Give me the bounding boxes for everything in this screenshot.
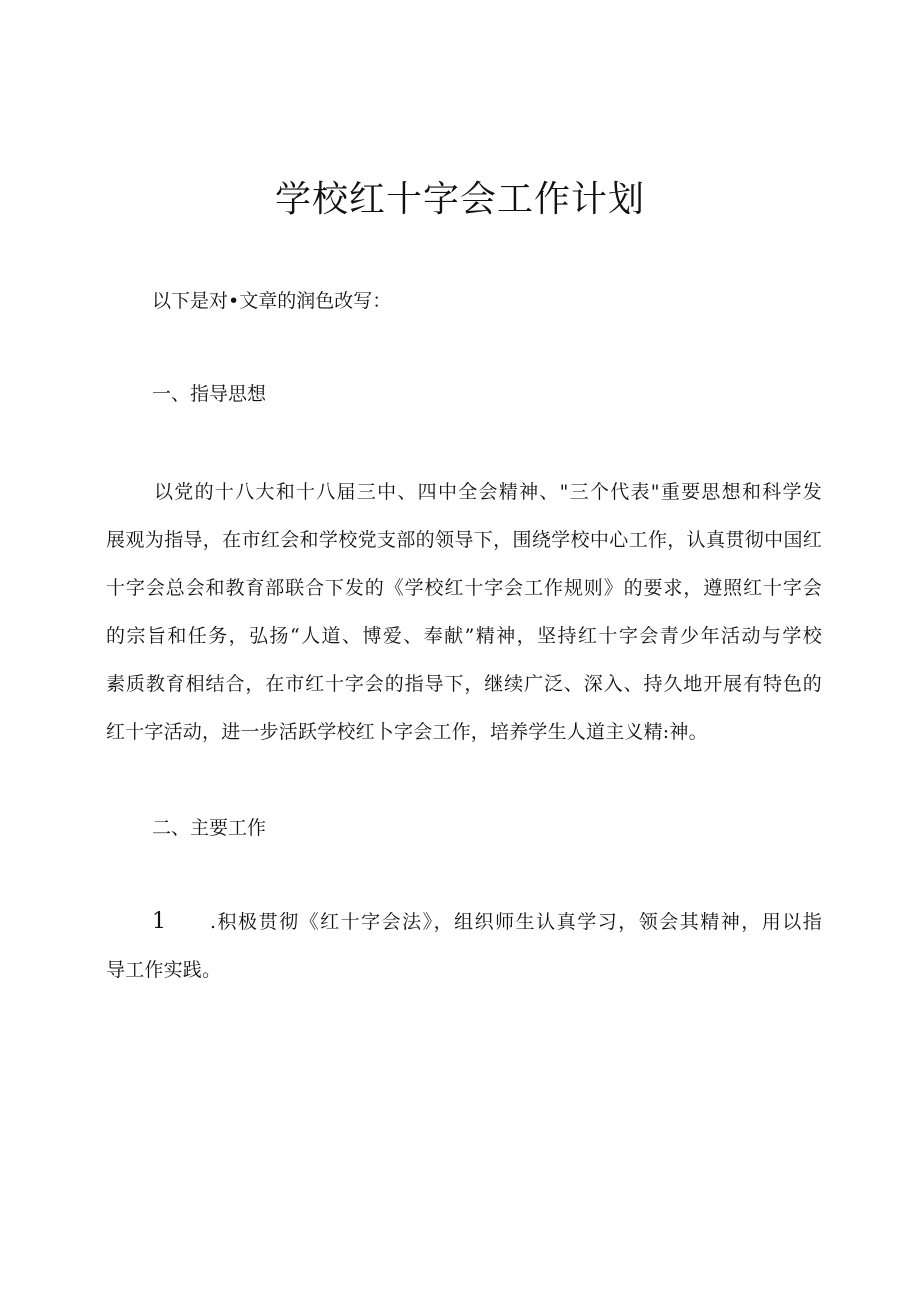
paragraph-line: 展观为指导，在市红会和学校党支部的领导下，围绕学校中心工作，认真贯彻中国红 [106, 529, 822, 551]
intro-text: 以下是对•文章的润色改写： [152, 290, 392, 312]
paragraph-line: 的宗旨和任务，弘扬“人道、博爱、奉献”精神，坚持红十字会青少年活动与学校 [106, 625, 822, 647]
document-title: 学校红十字会工作计划 [274, 179, 645, 220]
list-item-second-line: 导工作实践。 [106, 959, 222, 981]
list-item-number: 1 [152, 909, 167, 934]
list-item-first-line [106, 898, 822, 946]
section-heading-main-work: 二、主要工作 [152, 817, 267, 839]
list-item-text: .积极贯彻《红十字会法》，组织师生认真学习，领会其精神，用以指 [210, 911, 822, 933]
paragraph-line: 红十字活动，进一步活跃学校红卜字会工作，培养学生人道主义精:神。 [106, 721, 708, 743]
guiding-ideology-paragraph [106, 468, 822, 756]
paragraph-line: 以党的十八大和十八届三中、四中全会精神、"三个代表"重要思想和科学发 [154, 481, 822, 503]
main-work-item-1 [106, 898, 822, 994]
paragraph-line: 十字会总会和教育部联合下发的《学校红十字会工作规则》的要求，遵照红十字会 [106, 577, 822, 599]
section-heading-guiding-ideology: 一、指导思想 [152, 383, 267, 405]
paragraph-line: 素质教育相结合，在市红十字会的指导下，继续广泛、深入、持久地开展有特色的 [106, 673, 822, 695]
